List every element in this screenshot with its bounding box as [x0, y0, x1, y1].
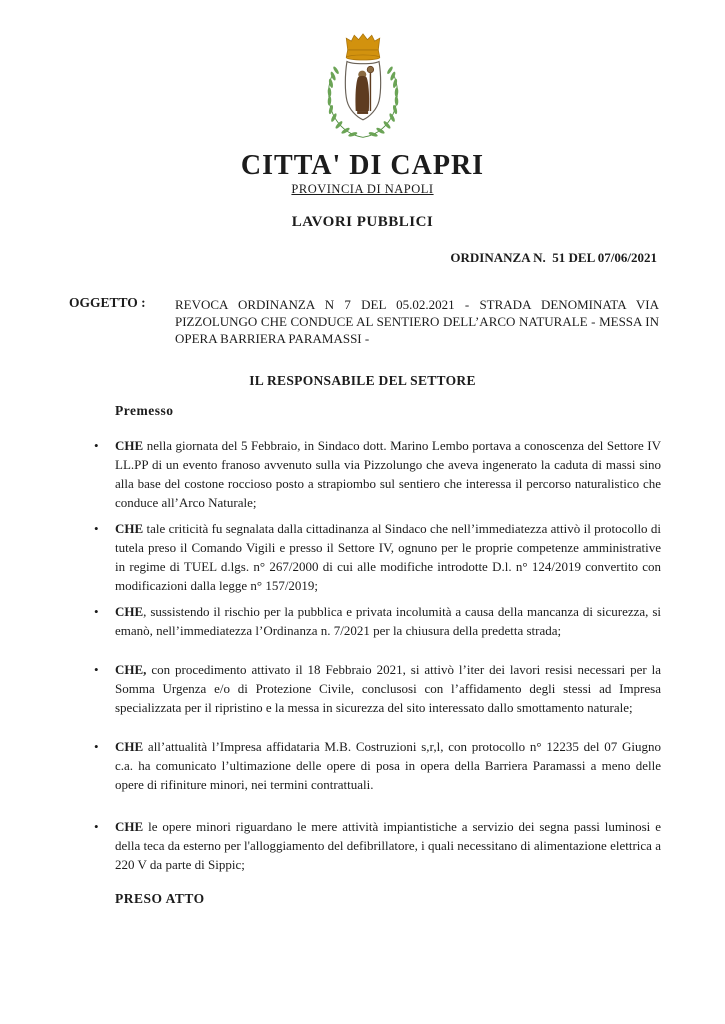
bullet-text: nella giornata del 5 Febbraio, in Sindaco dott. Marino Lembo portava a conoscenza del Settore IV LL.PP di un evento franoso avvenuto sulla via Pizzolungo che aveva ingenerato la caduta di massi sino alla base del costone roccioso posto a strapiombo sul sentiero che interessa il percorso naturalistico che conduce all’Arco Naturale; [115, 438, 661, 510]
premise-heading: Premesso [115, 403, 174, 418]
bullet-icon: • [94, 662, 99, 677]
ordinance-number-line: ORDINANZA N. 51 DEL 07/06/2021 [450, 250, 657, 265]
subject-text: REVOCA ORDINANZA N 7 DEL 05.02.2021 - STRADA DENOMINATA VIA PIZZOLUNGO CHE CONDUCE AL SENTIERO DELL’ARCO NATURALE - MESSA IN OPERA BARRIERA PARAMASSI - [175, 297, 659, 346]
list-item [94, 436, 661, 512]
bullet-keyword: CHE [115, 604, 144, 619]
list-item [94, 660, 661, 717]
capri-coat-of-arms [312, 30, 414, 144]
bullet-text: con procedimento attivato il 18 Febbraio 2021, si attivò l’iter dei lavori resisi necessari per la Somma Urgenza e/o di Protezione Civile, conclusosi con l’affidamento degli stessi ad Impresa specializzata per il ripristino e la messa in sicurezza del sito interessato dallo smottamento naturale; [115, 662, 661, 715]
bullet-icon: • [94, 604, 99, 619]
department-heading: LAVORI PUBBLICI [291, 214, 434, 230]
page-title: CITTA' DI CAPRI [240, 150, 485, 181]
bullet-icon: • [94, 819, 99, 834]
document-header [0, 0, 725, 266]
closing-heading: PRESO ATTO [115, 891, 205, 906]
bullet-keyword: CHE [115, 438, 144, 453]
mural-crown-icon [346, 34, 380, 60]
bullet-icon: • [94, 739, 99, 754]
bullet-keyword: CHE, [115, 662, 147, 677]
premise-bullet-list [94, 436, 661, 874]
bullet-icon: • [94, 521, 99, 536]
page-subtitle: PROVINCIA DI NAPOLI [291, 182, 434, 196]
list-item [94, 737, 661, 794]
subject-section [69, 295, 659, 347]
list-item [94, 817, 661, 874]
role-heading: IL RESPONSABILE DEL SETTORE [249, 373, 476, 388]
list-item [94, 602, 661, 640]
bullet-text: le opere minori riguardano le mere attività impiantistiche a servizio dei segna passi luminosi e della teca da esterno per l'alloggiamento del defibrillatore, i quali necessitano di alimentazione elettrica a 220 V da parte di Sippic; [115, 819, 661, 872]
list-item [94, 519, 661, 595]
bullet-keyword: CHE [115, 819, 144, 834]
bullet-text: all’attualità l’Impresa affidataria M.B. Costruzioni s,r,l, con protocollo n° 12235 del 07 Giugno c.a. ha comunicato l’ultimazione delle opere di posa in opera della Barriera Paramassi a meno delle opere di rifiniture minori, nei termini contrattuali. [115, 739, 661, 792]
subject-label: OGGETTO : [69, 295, 146, 310]
bullet-keyword: CHE [115, 739, 144, 754]
bullet-text: tale criticità fu segnalata dalla cittadinanza al Sindaco che nell’immediatezza attivò il protocollo di tutela preso il Comando Vigili e presso il Settore IV, ognuno per le proprie competenze amministrative in regime di TUEL d.lgs. n° 267/2000 di cui alle modifiche introdotte D.l. n° 124/2019 convertito con modificazioni dalla legge n° 157/2019; [115, 521, 661, 593]
bullet-keyword: CHE [115, 521, 144, 536]
bullet-icon: • [94, 438, 99, 453]
bullet-text: , sussistendo il rischio per la pubblica e privata incolumità a causa della mancanza di sicurezza, si emanò, nell’immediatezza l’Ordinanza n. 7/2021 per la chiusura della predetta strada; [115, 604, 661, 638]
